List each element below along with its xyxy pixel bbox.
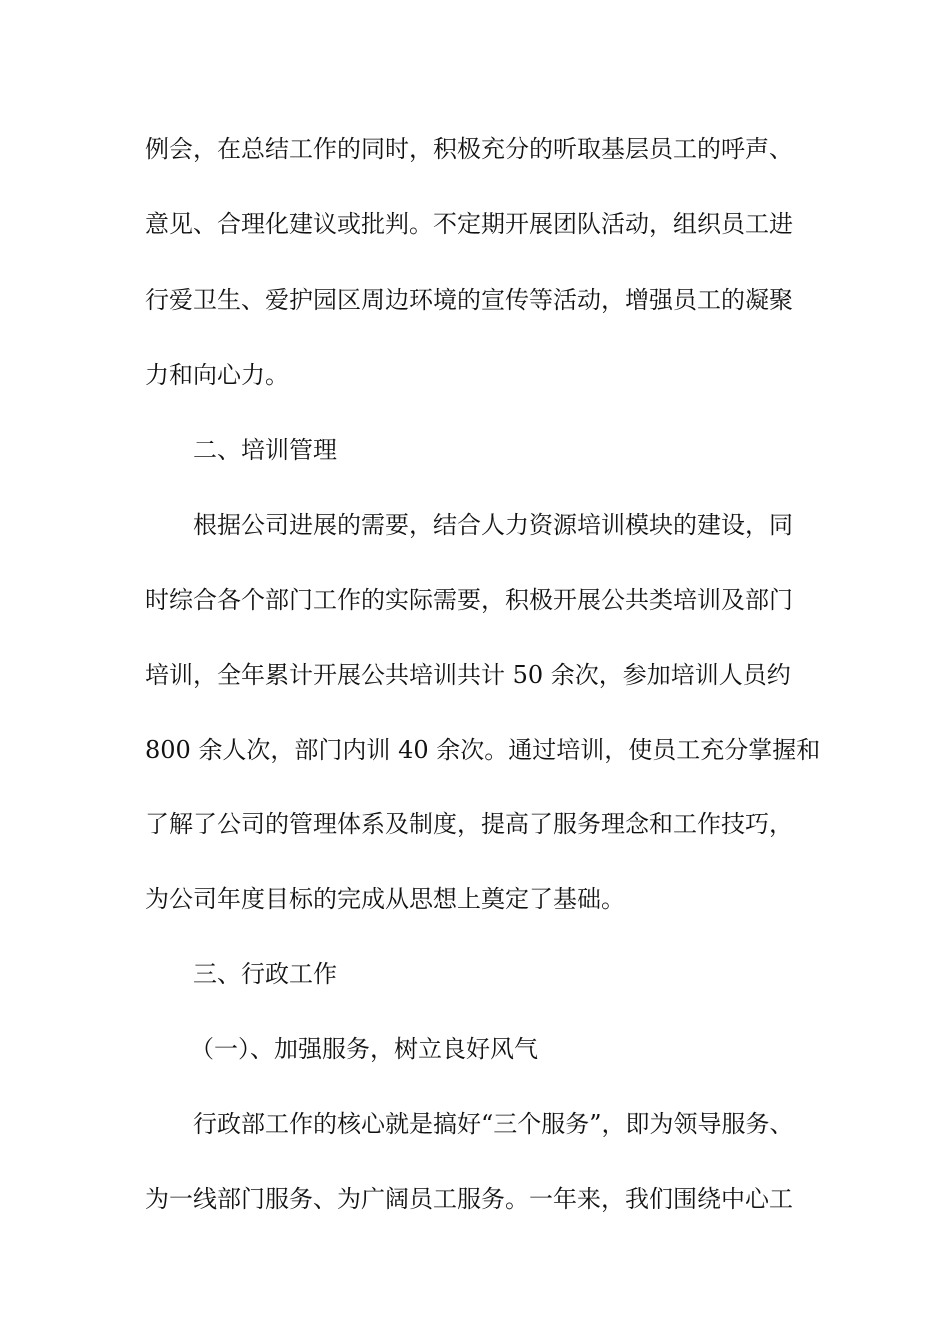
section-heading: 二、培训管理 — [193, 436, 337, 464]
subsection-heading: （一）、加强服务，树立良好风气 — [190, 1035, 538, 1063]
paragraph-line: 力和向心力。 — [145, 361, 289, 389]
paragraph-line: 培训，全年累计开展公共培训共计 50 余次，参加培训人员约 — [145, 661, 791, 689]
paragraph-line: 为公司年度目标的完成从思想上奠定了基础。 — [145, 885, 625, 913]
paragraph-line: 行政部工作的核心就是搞好“三个服务”，即为领导服务、 — [193, 1110, 794, 1138]
paragraph-line: 时综合各个部门工作的实际需要，积极开展公共类培训及部门 — [145, 586, 793, 614]
paragraph-line: 800 余人次，部门内训 40 余次。通过培训，使员工充分掌握和 — [145, 736, 821, 764]
paragraph-line: 行爱卫生、爱护园区周边环境的宣传等活动，增强员工的凝聚 — [145, 286, 793, 314]
paragraph-line: 例会，在总结工作的同时，积极充分的听取基层员工的呼声、 — [145, 135, 793, 163]
paragraph-line: 意见、合理化建议或批判。不定期开展团队活动，组织员工进 — [145, 210, 793, 238]
paragraph-line: 为一线部门服务、为广阔员工服务。一年来，我们围绕中心工 — [145, 1185, 793, 1213]
section-heading: 三、行政工作 — [193, 960, 337, 988]
paragraph-line: 根据公司进展的需要，结合人力资源培训模块的建设，同 — [193, 511, 793, 539]
paragraph-line: 了解了公司的管理体系及制度，提高了服务理念和工作技巧， — [145, 810, 793, 838]
